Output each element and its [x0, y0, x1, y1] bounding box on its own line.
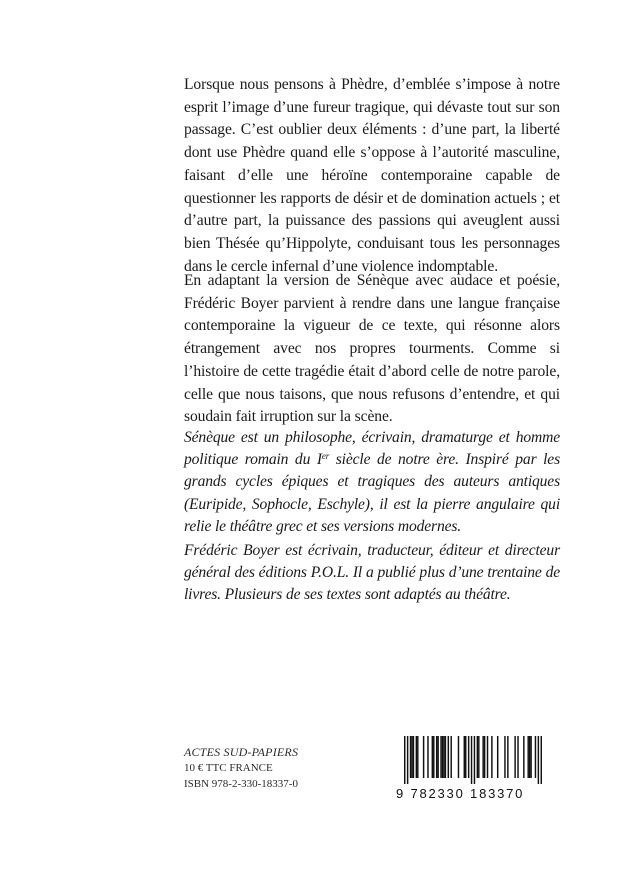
barcode-bar [471, 736, 472, 784]
translator-bio-boyer: Frédéric Boyer est écrivain, traducteur, éditeur et directeur général des éditions P.O.L. Il a publié plus d’une trentaine de livres. Plusieurs de ses textes sont adaptés au théâtre. [184, 542, 560, 604]
barcode-bar [514, 736, 515, 778]
barcode-bar [517, 736, 518, 778]
barcode-bar [487, 736, 488, 778]
barcode-bar [538, 736, 539, 784]
barcode-bar [417, 736, 418, 778]
barcode-bar [468, 736, 469, 778]
imprint-block [184, 744, 384, 792]
barcode-bar [529, 736, 530, 778]
summary-paragraph-1: Lorsque nous pensons à Phèdre, d’emblée s’impose à notre esprit l’image d’une fureur tragique, qui dévaste tout sur son passage. C’est oublier deux éléments : d’une part, la liberté dont use Phèdre quand elle s’oppose à l’autorité masculine, faisant d’elle une héroïne contemporaine capable de questionner les rapports de désir et de domination actuels ; et d’autre part, la puissance des passions qui aveuglent aussi bien Thésée qu’Hippolyte, conduisant tous les personnages dans le cercle infernal d’une violence indomptable. [184, 76, 560, 275]
barcode-bar [535, 736, 536, 778]
barcode-bar [465, 736, 466, 778]
barcode-bar [433, 736, 434, 778]
isbn-line: ISBN 978-2-330-18337-0 [184, 778, 298, 790]
barcode-bar [491, 736, 492, 778]
barcode-bar [474, 736, 475, 784]
barcode-bar [477, 736, 478, 778]
barcode-bar [437, 736, 438, 778]
barcode-bar [427, 736, 428, 778]
barcode-bar [484, 736, 485, 778]
barcode-bar [432, 736, 433, 778]
barcode-bar [450, 736, 451, 778]
barcode-bar [507, 736, 508, 778]
barcode-bar [448, 736, 449, 778]
barcode-bar [423, 736, 424, 778]
barcode-bar [416, 736, 417, 778]
barcode-bar [443, 736, 444, 778]
barcode-bar [442, 736, 443, 778]
barcode-bar [530, 736, 531, 778]
barcode-bar [440, 736, 441, 778]
barcode-bar [497, 736, 498, 778]
barcode-bar [436, 736, 437, 778]
barcode-bar [523, 736, 524, 778]
barcode-bar [404, 736, 405, 784]
price-line: 10 € TTC FRANCE [184, 762, 273, 774]
barcode-digits: 9 782330 183370 [396, 786, 525, 801]
barcode-bar [407, 736, 408, 784]
publisher-name: ACTES SUD-PAPIERS [184, 745, 299, 759]
barcode-bar [464, 736, 465, 778]
ean-barcode [396, 736, 544, 801]
barcode-bar [411, 736, 412, 778]
barcode-bar [541, 736, 542, 784]
barcode-bar [458, 736, 459, 778]
bio-seneca-text-1: Sénèque est un philosophe, écrivain, dramaturge et homme politique romain du I [184, 429, 560, 469]
barcode-bars-graphic [404, 736, 542, 784]
barcode-bar [413, 736, 414, 778]
bio-seneca-text-2: siècle de notre ère. Inspiré par les grands cycles épiques et tragiques des auteurs antiques (Euripide, Sophocle, Eschyle), il est la pierre angulaire qui relie le théâtre grec et ses versions modernes. [184, 451, 560, 535]
summary-paragraph-2: En adaptant la version de Sénèque avec audace et poésie, Frédéric Boyer parvient à rendre dans une langue française contemporaine la vigueur de ce texte, qui résonne alors étrangement avec nos propres tourments. Comme si l’histoire de cette tragédie était d’abord celle de notre parole, celle que nous taisons, que nous refusons d’entendre, et qui soudain fait irruption sur la scène. [184, 272, 560, 426]
barcode-bar [504, 736, 505, 778]
barcode-bar [527, 736, 528, 778]
barcode-bar [445, 736, 446, 778]
century-superscript: er [321, 451, 330, 462]
barcode-bar [410, 736, 411, 778]
barcode-bar [482, 736, 483, 778]
barcode-bar [478, 736, 479, 778]
author-bio-seneca [184, 427, 560, 538]
